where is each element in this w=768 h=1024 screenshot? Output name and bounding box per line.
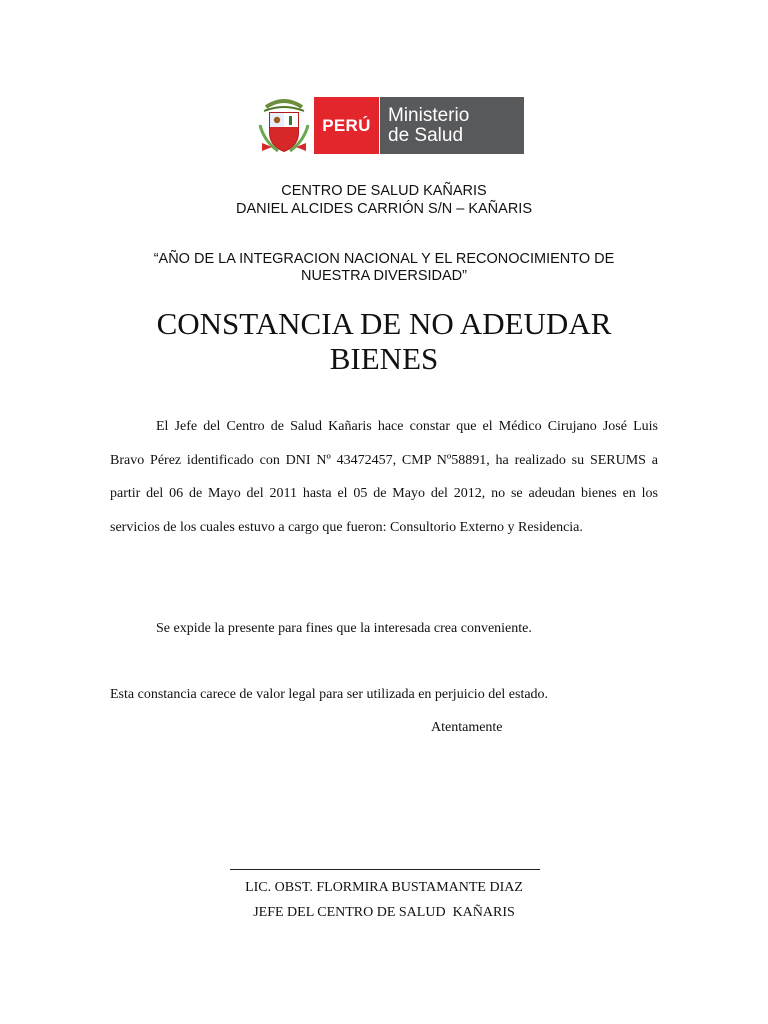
institution-header	[0, 182, 768, 218]
body-paragraph-2: Se expide la presente para fines que la interesada crea conveniente.	[156, 621, 532, 636]
body-paragraph-3: Esta constancia carece de valor legal para ser utilizada en perjuicio del estado.	[110, 687, 549, 702]
year-motto: “AÑO DE LA INTEGRACION NACIONAL Y EL RECONOCIMIENTO DE NUESTRA DIVERSIDAD”	[153, 251, 615, 284]
document-title: CONSTANCIA DE NO ADEUDAR BIENES	[156, 306, 612, 376]
signer-role: JEFE DEL CENTRO DE SALUD KAÑARIS	[253, 905, 515, 920]
ministry-logo	[258, 95, 524, 155]
ministerio-label	[380, 97, 524, 154]
ministerio-line-1: Ministerio	[388, 105, 470, 126]
institution-address: DANIEL ALCIDES CARRIÓN S/N – KAÑARIS	[236, 201, 532, 217]
signer-name: LIC. OBST. FLORMIRA BUSTAMANTE DIAZ	[245, 880, 523, 895]
ministerio-line-2: de Salud	[388, 125, 464, 146]
signature-line	[230, 869, 540, 870]
peru-label: PERÚ	[314, 97, 379, 154]
closing-text: Atentamente	[431, 720, 503, 735]
body-paragraph-1: El Jefe del Centro de Salud Kañaris hace constar que el Médico Cirujano José Luis Bravo Pérez identificado con DNI Nº 43472457, CMP Nº58891, ha realizado su SERUMS a partir del 06 de Mayo del 2011 hasta el 05 de Mayo del 2012, no se adeudan bienes en los servicios de los cuales estuvo a cargo que fueron: Consultorio Externo y Residencia.	[110, 419, 658, 535]
coat-of-arms-icon	[258, 95, 310, 155]
institution-name: CENTRO DE SALUD KAÑARIS	[281, 183, 487, 199]
